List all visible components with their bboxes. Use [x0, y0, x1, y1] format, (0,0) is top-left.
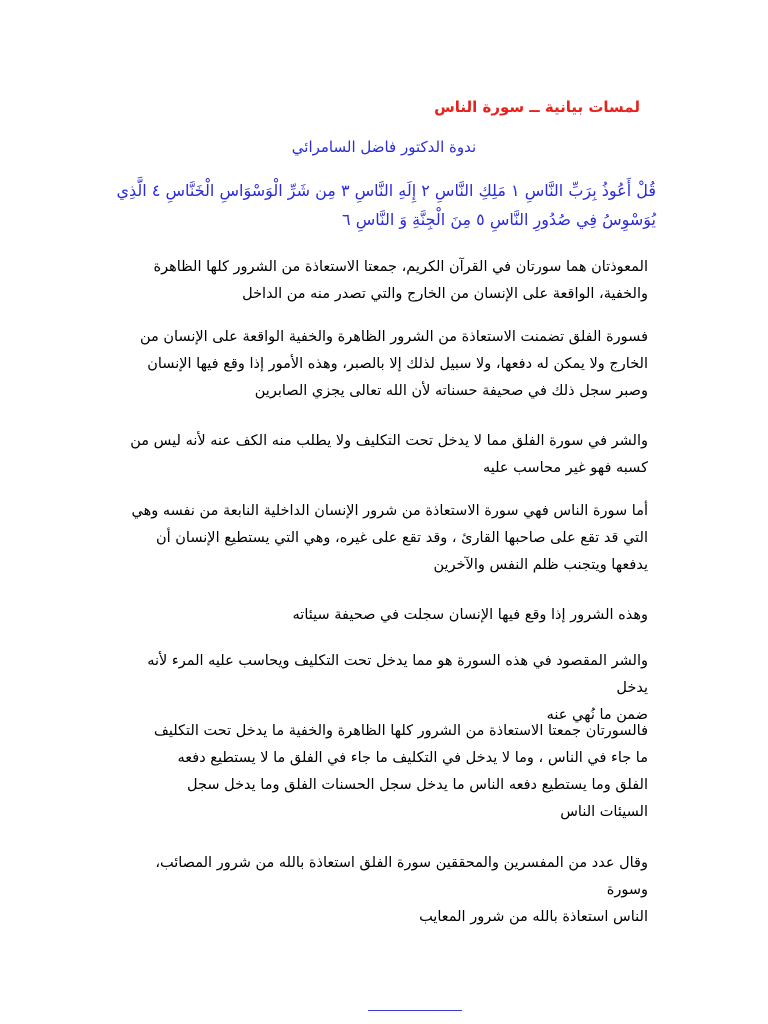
paragraph-line: والخفية، الواقعة على الإنسان من الخارج والتي تصدر منه من الداخل — [242, 286, 648, 302]
paragraph — [118, 498, 648, 579]
document-author: ندوة الدكتور فاضل السامرائي — [291, 138, 477, 156]
paragraph-line: والشر في سورة الفلق مما لا يدخل تحت التكليف ولا يطلب منه الكف عنه لأنه ليس من — [130, 433, 648, 449]
paragraph-line: الخارج ولا يمكن له دفعها، ولا سبيل لذلك إلا بالصبر، وهذه الأمور إذا وقع فيها الإنسان — [147, 356, 648, 372]
paragraph — [118, 324, 648, 405]
paragraph-line: وهذه الشرور إذا وقع فيها الإنسان سجلت في صحيفة سيئاته — [292, 607, 648, 623]
paragraph — [118, 718, 648, 826]
paragraph-line: يدفعها ويتجنب ظلم النفس والآخرين — [433, 557, 648, 573]
footer-rule — [368, 1010, 462, 1011]
paragraph-line: وقال عدد من المفسرين والمحققين سورة الفلق استعاذة بالله من شرور المصائب، وسورة — [155, 855, 648, 898]
paragraph — [118, 254, 648, 308]
paragraph — [118, 648, 648, 729]
quran-verse — [116, 176, 656, 234]
paragraph-line: ما جاء في الناس ، وما لا يدخل في التكليف ما جاء في الفلق ما لا يستطيع دفعه — [177, 750, 648, 766]
paragraph-line: أما سورة الناس فهي سورة الاستعاذة من شرور الإنسان الداخلية النابعة من نفسه وهي — [131, 503, 648, 519]
paragraph-line: ضمن ما نُهي عنه — [546, 707, 648, 723]
document-title: لمسات بيانية ــ سورة الناس — [434, 98, 640, 116]
paragraph-line: والشر المقصود في هذه السورة هو مما يدخل تحت التكليف ويحاسب عليه المرء لأنه يدخل — [147, 653, 648, 696]
paragraph-line: الفلق وما يستطيع دفعه الناس ما يدخل سجل الحسنات الفلق وما يدخل سجل — [187, 777, 648, 793]
verse-line: قُلْ أَعُوذُ بِرَبِّ النَّاسِ ١ مَلِكِ النَّاسِ ٢ إِلَهِ النَّاسِ ٣ مِن شَرِّ الْوَسْوَاسِ الْخَنَّاسِ ٤ الَّذِي — [116, 181, 656, 200]
paragraph-line: السيئات الناس — [560, 804, 648, 820]
paragraph — [118, 602, 648, 629]
paragraph-line: كسبه فهو غير محاسب عليه — [482, 460, 648, 476]
paragraph — [118, 850, 648, 931]
verse-line: يُوَسْوِسُ فِي صُدُورِ النَّاسِ ٥ مِنَ الْجِنَّةِ وَ النَّاسِ ٦ — [342, 210, 656, 229]
paragraph-line: الناس استعاذة بالله من شرور المعايب — [419, 909, 648, 925]
paragraph-line: التي قد تقع على صاحبها القارئ ، وقد تقع على غيره، وهي التي يستطيع الإنسان أن — [155, 530, 648, 546]
paragraph-line: فالسورتان جمعتا الاستعاذة من الشرور كلها الظاهرة والخفية ما يدخل تحت التكليف — [153, 723, 648, 739]
paragraph-line: المعوذتان هما سورتان في القرآن الكريم، جمعتا الاستعاذة من الشرور كلها الظاهرة — [153, 259, 648, 275]
paragraph-line: فسورة الفلق تضمنت الاستعاذة من الشرور الظاهرة والخفية الواقعة على الإنسان من — [139, 329, 648, 345]
paragraph-line: وصبر سجل ذلك في صحيفة حسناته لأن الله تعالى يجزي الصابرين — [254, 383, 648, 399]
paragraph — [118, 428, 648, 482]
